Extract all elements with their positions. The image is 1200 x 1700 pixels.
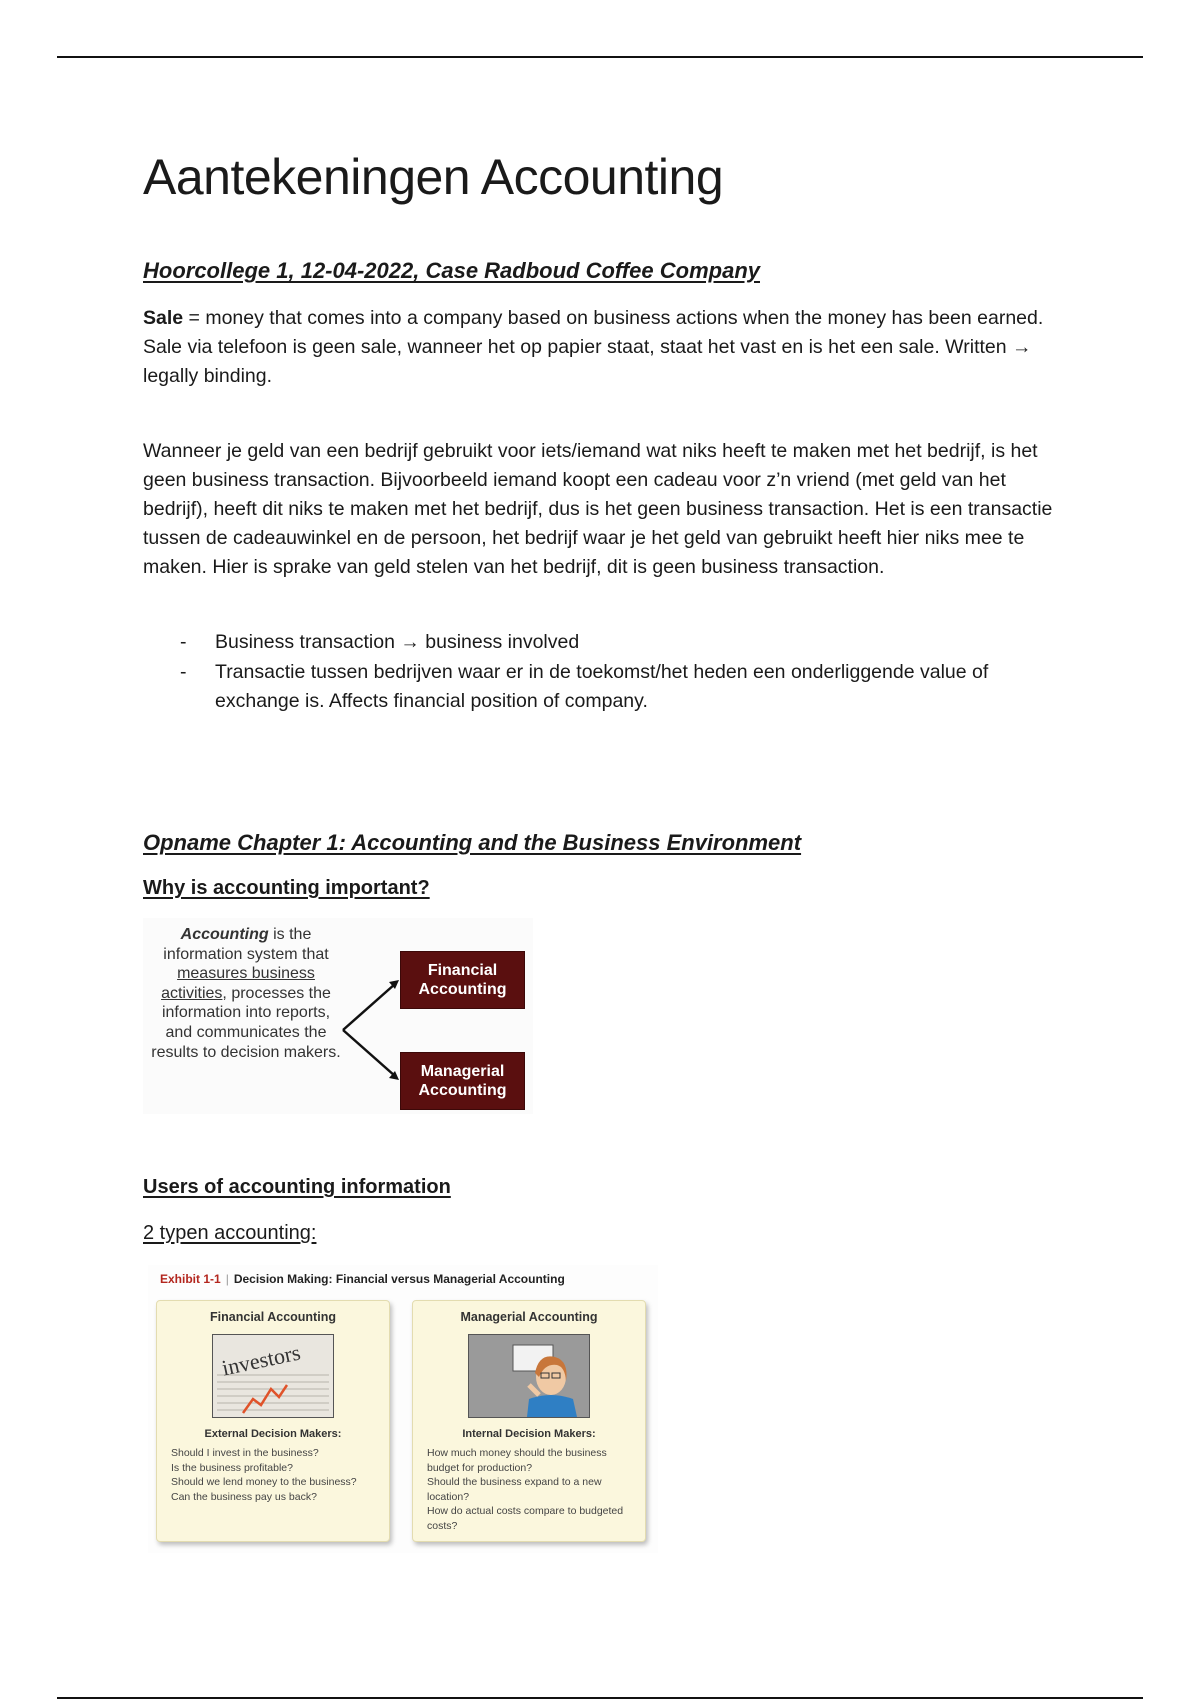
arrow-up-line (343, 984, 395, 1030)
exhibit-caption: Exhibit 1-1 | Decision Making: Financial versus Managerial Accounting (160, 1272, 565, 1286)
exhibit-caption-text: Decision Making: Financial versus Managerial Accounting (233, 1272, 565, 1286)
managerial-accounting-card (412, 1300, 646, 1542)
term-sale: Sale (143, 307, 184, 329)
financial-accounting-box (400, 951, 525, 1009)
list-item-text: Transactie tussen bedrijven waar er in de toekomst/het heden een onderliggende value of exchange is. Affects financial position of company. (215, 661, 989, 712)
section-heading-chapter: Opname Chapter 1: Accounting and the Business Environment (143, 830, 802, 855)
manager-illustration (469, 1335, 589, 1417)
definition-term: Accounting (180, 926, 269, 943)
section-heading-lecture: Hoorcollege 1, 12-04-2022, Case Radboud Coffee Company (143, 258, 760, 283)
list-item: How do actual costs compare to budgeted costs? (427, 1505, 624, 1532)
managerial-accounting-box (400, 1052, 525, 1110)
paragraph-sale (143, 304, 1063, 391)
arrow-down-line (343, 1030, 395, 1076)
list-item-text: Business transaction → business involved (215, 631, 580, 653)
financial-accounting-card (156, 1300, 390, 1542)
newspaper-headline: investors (219, 1339, 303, 1381)
top-rule (57, 56, 1143, 58)
list-item: Should we lend money to the business? (171, 1476, 357, 1488)
list-item: Is the business profitable? (171, 1461, 293, 1474)
bullet-dash: - (180, 631, 187, 653)
box-line: Accounting (418, 981, 507, 998)
card-subtitle: Internal Decision Makers: (462, 1428, 596, 1440)
exhibit-tag: Exhibit 1-1 (160, 1272, 221, 1286)
box-line: Accounting (418, 1082, 507, 1099)
question-list (427, 1446, 637, 1533)
list-item: Should I invest in the business? (171, 1447, 319, 1459)
bullet-dash: - (180, 661, 187, 683)
list-item (143, 658, 1063, 716)
manager-photo-image (468, 1334, 590, 1418)
definition-part: , processes the information into reports, and communicates the results to decision makers. (151, 984, 341, 1061)
investors-newspaper-image (212, 1334, 334, 1418)
subheading-two-types: 2 typen accounting: (143, 1222, 317, 1244)
person-body (527, 1395, 577, 1417)
question-list (171, 1446, 381, 1504)
bottom-rule (57, 1697, 1143, 1699)
list-item (143, 628, 1063, 657)
definition-part: is the information system that (163, 926, 329, 963)
subheading-why-accounting: Why is accounting important? (143, 877, 430, 899)
card-title: Managerial Accounting (460, 1310, 598, 1324)
paragraph-business-transaction: Wanneer je geld van een bedrijf gebruikt voor iets/iemand wat niks heeft te maken met het bedrijf, is het geen business transaction. Bijvoorbeeld iemand koopt een cadeau voor z’n vriend (met geld van het bedrijf), heeft dit niks te maken met het bedrijf, dus is het geen business transaction. Het is een transactie tussen de cadeauwinkel en de persoon, het bedrijf waar je het geld van gebruikt heeft hier niks mee te maken. Hier is sprake van geld stelen van het bedrijf, dit is geen business transaction. (143, 440, 1053, 578)
list-item: How much money should the business budget for production? (427, 1447, 607, 1474)
box-line: Managerial (420, 1063, 505, 1080)
list-item: Should the business expand to a new location? (427, 1476, 602, 1503)
newspaper-illustration (213, 1335, 333, 1417)
bullet-list (143, 628, 1063, 717)
card-subtitle: External Decision Makers: (204, 1428, 342, 1440)
exhibit-decision-making (148, 1265, 658, 1553)
card-title: Financial Accounting (210, 1310, 336, 1324)
paragraph-sale-text: = money that comes into a company based on business actions when the money has been earned. Sale via telefoon is geen sale, wanneer het op papier staat, staat het vast en is het een sale. Written → legally binding. (143, 307, 1044, 387)
accounting-definition-diagram (143, 918, 533, 1114)
list-item: Can the business pay us back? (171, 1490, 317, 1503)
page-title: Aantekeningen Accounting (143, 149, 724, 205)
subheading-users: Users of accounting information (143, 1176, 451, 1198)
definition-underlined: measures business activities (161, 965, 315, 1002)
box-line: Financial (427, 962, 498, 979)
